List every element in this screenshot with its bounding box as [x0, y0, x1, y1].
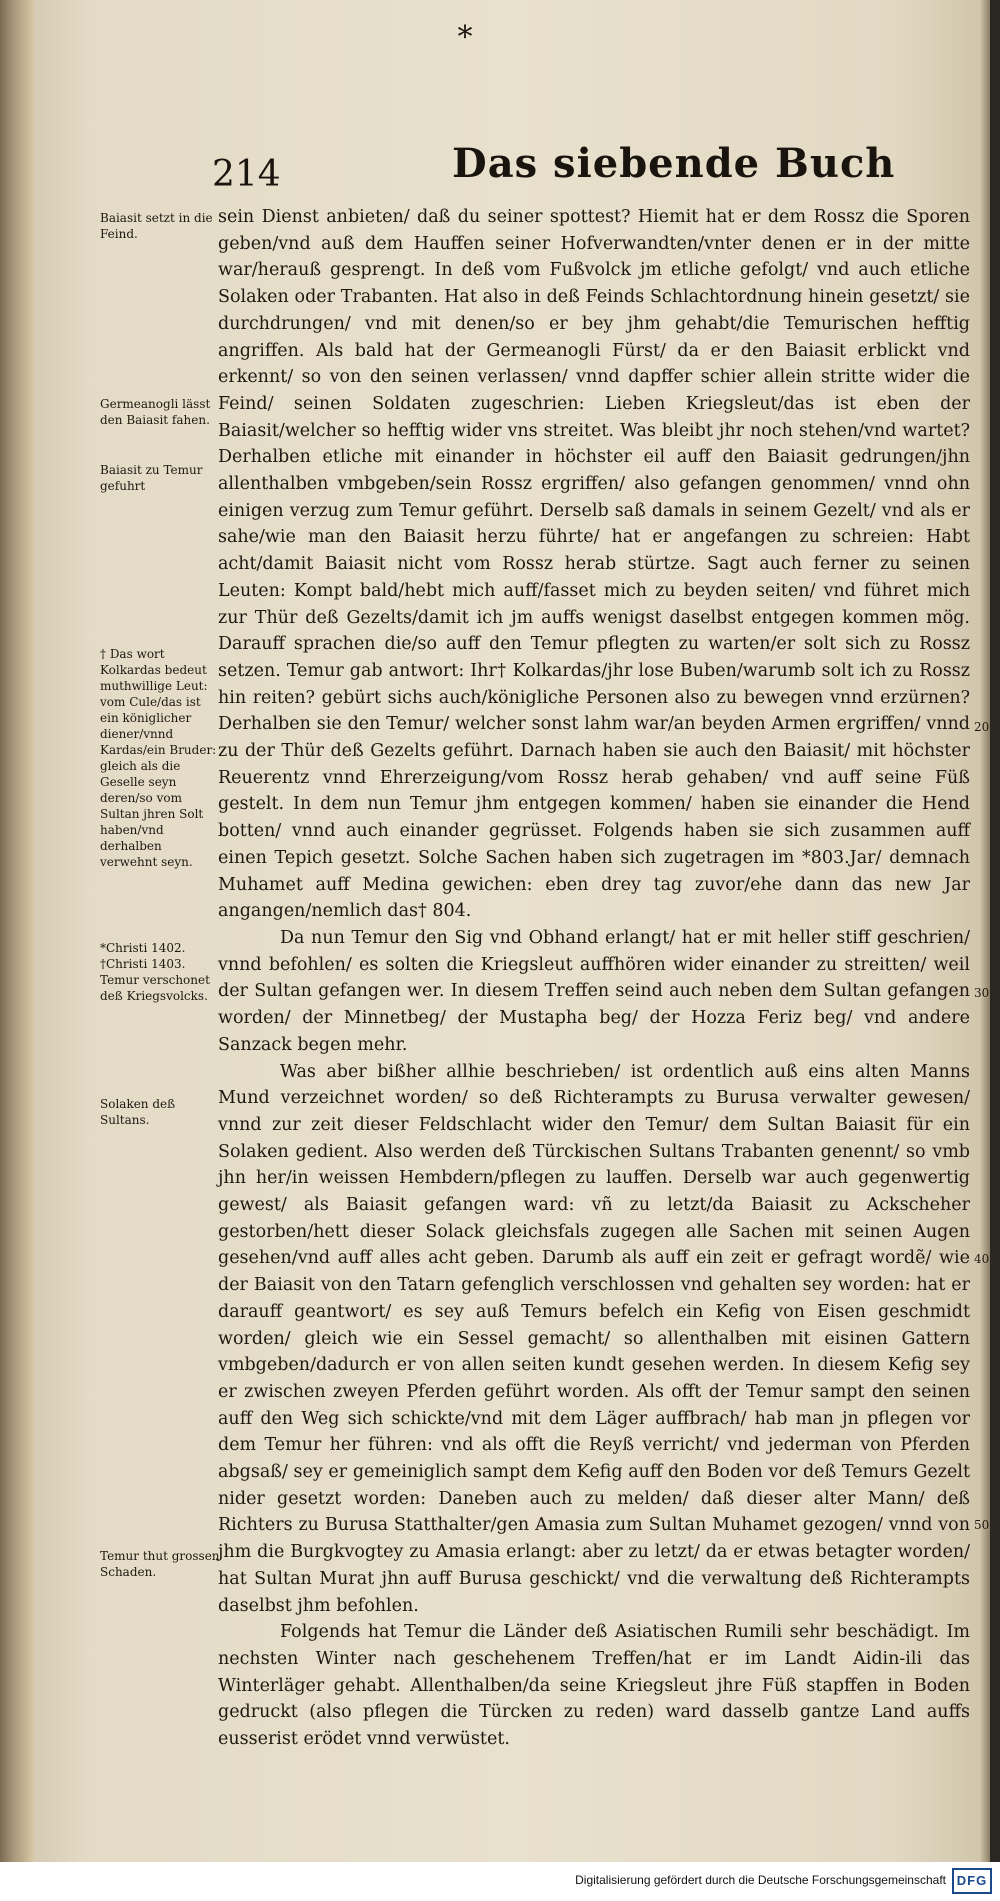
line-number-20: 20 — [974, 720, 990, 734]
marginal-note-8: Solaken deß Sultans. — [100, 1097, 176, 1127]
marginal-note-3: Baiasit zu Temur gefuhrt — [100, 463, 203, 493]
line-number-30: 30 — [974, 986, 990, 1000]
marginal-note-6: †Christi 1403. — [100, 957, 186, 971]
line-number-40: 40 — [974, 1252, 990, 1266]
paragraph-3: Was aber bißher allhie beschrieben/ ist ordentlich auß eins alten Manns Mund verzeichnet worden/ so deß Richterampts zu Burusa verwalter gewesen/ vnnd zur zeit dieser Feldschlacht wider den Temur/ dem Sultan Baiasit für ein Solaken gedient. Also werden deß Türckischen Sultans Trabanten genennt/ so vmb jhn her/in weissen Hembdern/pflegen zu lauffen. Derselb war auch gegenwertig gewest/ als Baiasit gefangen ward: vñ zu letzt/da Baiasit zu Ackscheher gestorben/hett dieser Solack gleichsfals zugegen alle Sachen mit seinen Augen gesehen/vnd auff alles acht geben. Darumb als auff ein zeit er gefragt wordẽ/ wie der Baiasit von den Tatarn gefenglich verschlossen vnd gehalten sey worden: hat er darauff geantwort/ es sey auß Temurs befelch ein Kefig von Eisen geschmidt worden/ gleich wie ein Sessel gemacht/ so allenthalben mit eisinen Gattern vmbgeben/dadurch er von allen seiten kundt gesehen werden. In diesem Kefig sey er zwischen zweyen Pferden geführt worden. Als offt der Temur sampt den seinen auff den Weg sich schickte/vnd mit dem Läger auffbrach/ hab man jn pflegen vor dem Temur her führen: vnd als offt die Reyß verricht/ vnd jederman von Pferden abgsaß/ sey er gemeiniglich sampt dem Kefig auff den Boden vor deß Temurs Gezelt nider gesetzt worden: Daneben auch zu melden/ daß dieser alter Mann/ deß Richters zu Burusa Statthalter/gen Amasia zum Sultan Muhamet gezogen/ vnnd von jhm die Burgkvogtey zu Amasia erlangt: aber zu letzt/ da er etwas betagter worden/ hat Sultan Murat jhn auff Burusa geschickt/ vnd die verwaltung deß Richterampts daselbst jhm befohlen. — [218, 1061, 970, 1616]
paragraph-2: Da nun Temur den Sig vnd Obhand erlangt/ hat er mit heller stiff geschrien/ vnnd befohlen/ es solten die Kriegsleut auffhören wider einander zu streitten/ weil der Sultan gefangen wer. In diesem Treffen seind auch neben dem Sultan gefangen worden/ der Minnetbeg/ der Mustapha beg/ der Hozza Feriz beg/ vnd andere Sanzack begen mehr. — [218, 927, 970, 1055]
line-number-50: 50 — [974, 1518, 990, 1532]
book-page-edges — [0, 0, 34, 1901]
paragraph-4: Folgends hat Temur die Länder deß Asiatischen Rumili sehr beschädigt. Im nechsten Winter nach geschehenem Treffen/hat er im Landt Aidin-ili das Winterläger gehabt. Allenthalben/da seine Kriegsleut jhre Füß stapffen in Boden gedruckt (also pflegen die Türcken zu reden) ward dasselb gantze Land auffs eusserist erödet vnnd verwüstet. — [218, 1622, 970, 1750]
running-head: Das siebende Buch — [452, 140, 896, 187]
marginal-note-5: *Christi 1402. — [100, 941, 186, 955]
dfg-logo: DFG — [952, 1868, 992, 1894]
top-ornament: * — [457, 20, 473, 55]
marginal-note-9: Temur thut grossen Schaden. — [100, 1549, 220, 1579]
digitization-credit: Digitalisierung gefördert durch die Deutsche Forschungsgemeinschaft — [575, 1873, 946, 1887]
marginal-note-7: Temur verschonet deß Kriegsvolcks. — [100, 973, 210, 1003]
marginal-note-2: Germeanogli lässt den Baiasit fahen. — [100, 397, 211, 427]
gutter-shadow — [980, 0, 990, 1862]
paragraph-1: sein Dienst anbieten/ daß du seiner spottest? Hiemit hat er dem Rossz die Sporen geben/vnd auß dem Hauffen seiner Hofverwandten/vnter denen er in der mitte war/herauß gesprengt. In deß vom Fußvolck jm etliche gefolgt/ vnd auch etliche Solaken oder Trabanten. Hat also in deß Feinds Schlachtordnung hinein gesetzt/ sie durchdrungen/ vnd mit denen/so er bey jhm gehabt/die Temurischen hefftig angriffen. Als bald hat der Germeanogli Fürst/ da er den Baiasit erblickt vnd erkennt/ so von den seinen verlassen/ vnnd dapffer schier allein stritte wider die Feind/ seinen Soldaten zugeschrien: Lieben Kriegsleut/das ist eben der Baiasit/welcher so hefftig wider vns streitet. Was bleibt jhr noch stehen/vnd wartet? Derhalben etliche mit einander in höchster eil auff den Baiasit gedrungen/jhn allenthalben vmbgeben/sein Rossz ergriffen/ also gefangen genommen/ vnnd ohn einigen verzug zum Temur geführt. Derselb saß damals in seinem Gezelt/ vnd als er sahe/wie man den Baiasit herzu führte/ hat er angefangen zu schreien: Habt acht/damit Baiasit nicht vom Rossz herab stürtze. Sagt auch ferner zu seinen Leuten: Kompt bald/hebt mich auff/fasset mich zu beyden seiten/ vnd führet mich zur Thür deß Gezelts/damit ich jm auffs wenigst daselbst entgegen kommen mög. Darauff sprachen die/so auff den Temur pflegten zu warten/er solt sich zu Rossz setzen. Temur gab antwort: Ihr† Kolkardas/jhr lose Buben/warumb solt ich zu Rossz hin reiten? gebürt sichs auch/königliche Personen also zu bewegen vnnd erzürnen? Derhalben sie den Temur/ welcher sonst lahm war/an beyden Armen ergriffen/ vnnd zu der Thür deß Gezelts geführt. Darnach haben sie auch den Baiasit/ mit höchster Reuerentz vnnd Ehrerzeigung/vom Rossz herab gehaben/ vnd auff seine Füß gestelt. In dem nun Temur jhm entgegen kommen/ haben sie einander die Hend botten/ vnnd auch einander gegrüsset. Folgends haben sie sich zusammen auff einen Tepich gesetzt. Solche Sachen haben sich zugetragen im *803.Jar/ demnach Muhamet auff Medina gewichen: eben drey tag zuvor/ehe dann das new Jar angangen/nemlich das† 804. — [218, 207, 970, 922]
marginal-note-1: Baiasit setzt in die Feind. — [100, 211, 213, 241]
marginal-note-4: † Das wort Kolkardas bedeut muthwillige Leut: vom Cule/das ist ein königlicher diener/vnnd Kardas/ein Bruder: gleich als die Geselle seyn deren/so vom Sultan jhren Solt haben/vnd derhalben verwehnt seyn. — [100, 647, 217, 869]
main-text-block — [218, 204, 970, 1753]
page-number: 214 — [212, 154, 281, 195]
